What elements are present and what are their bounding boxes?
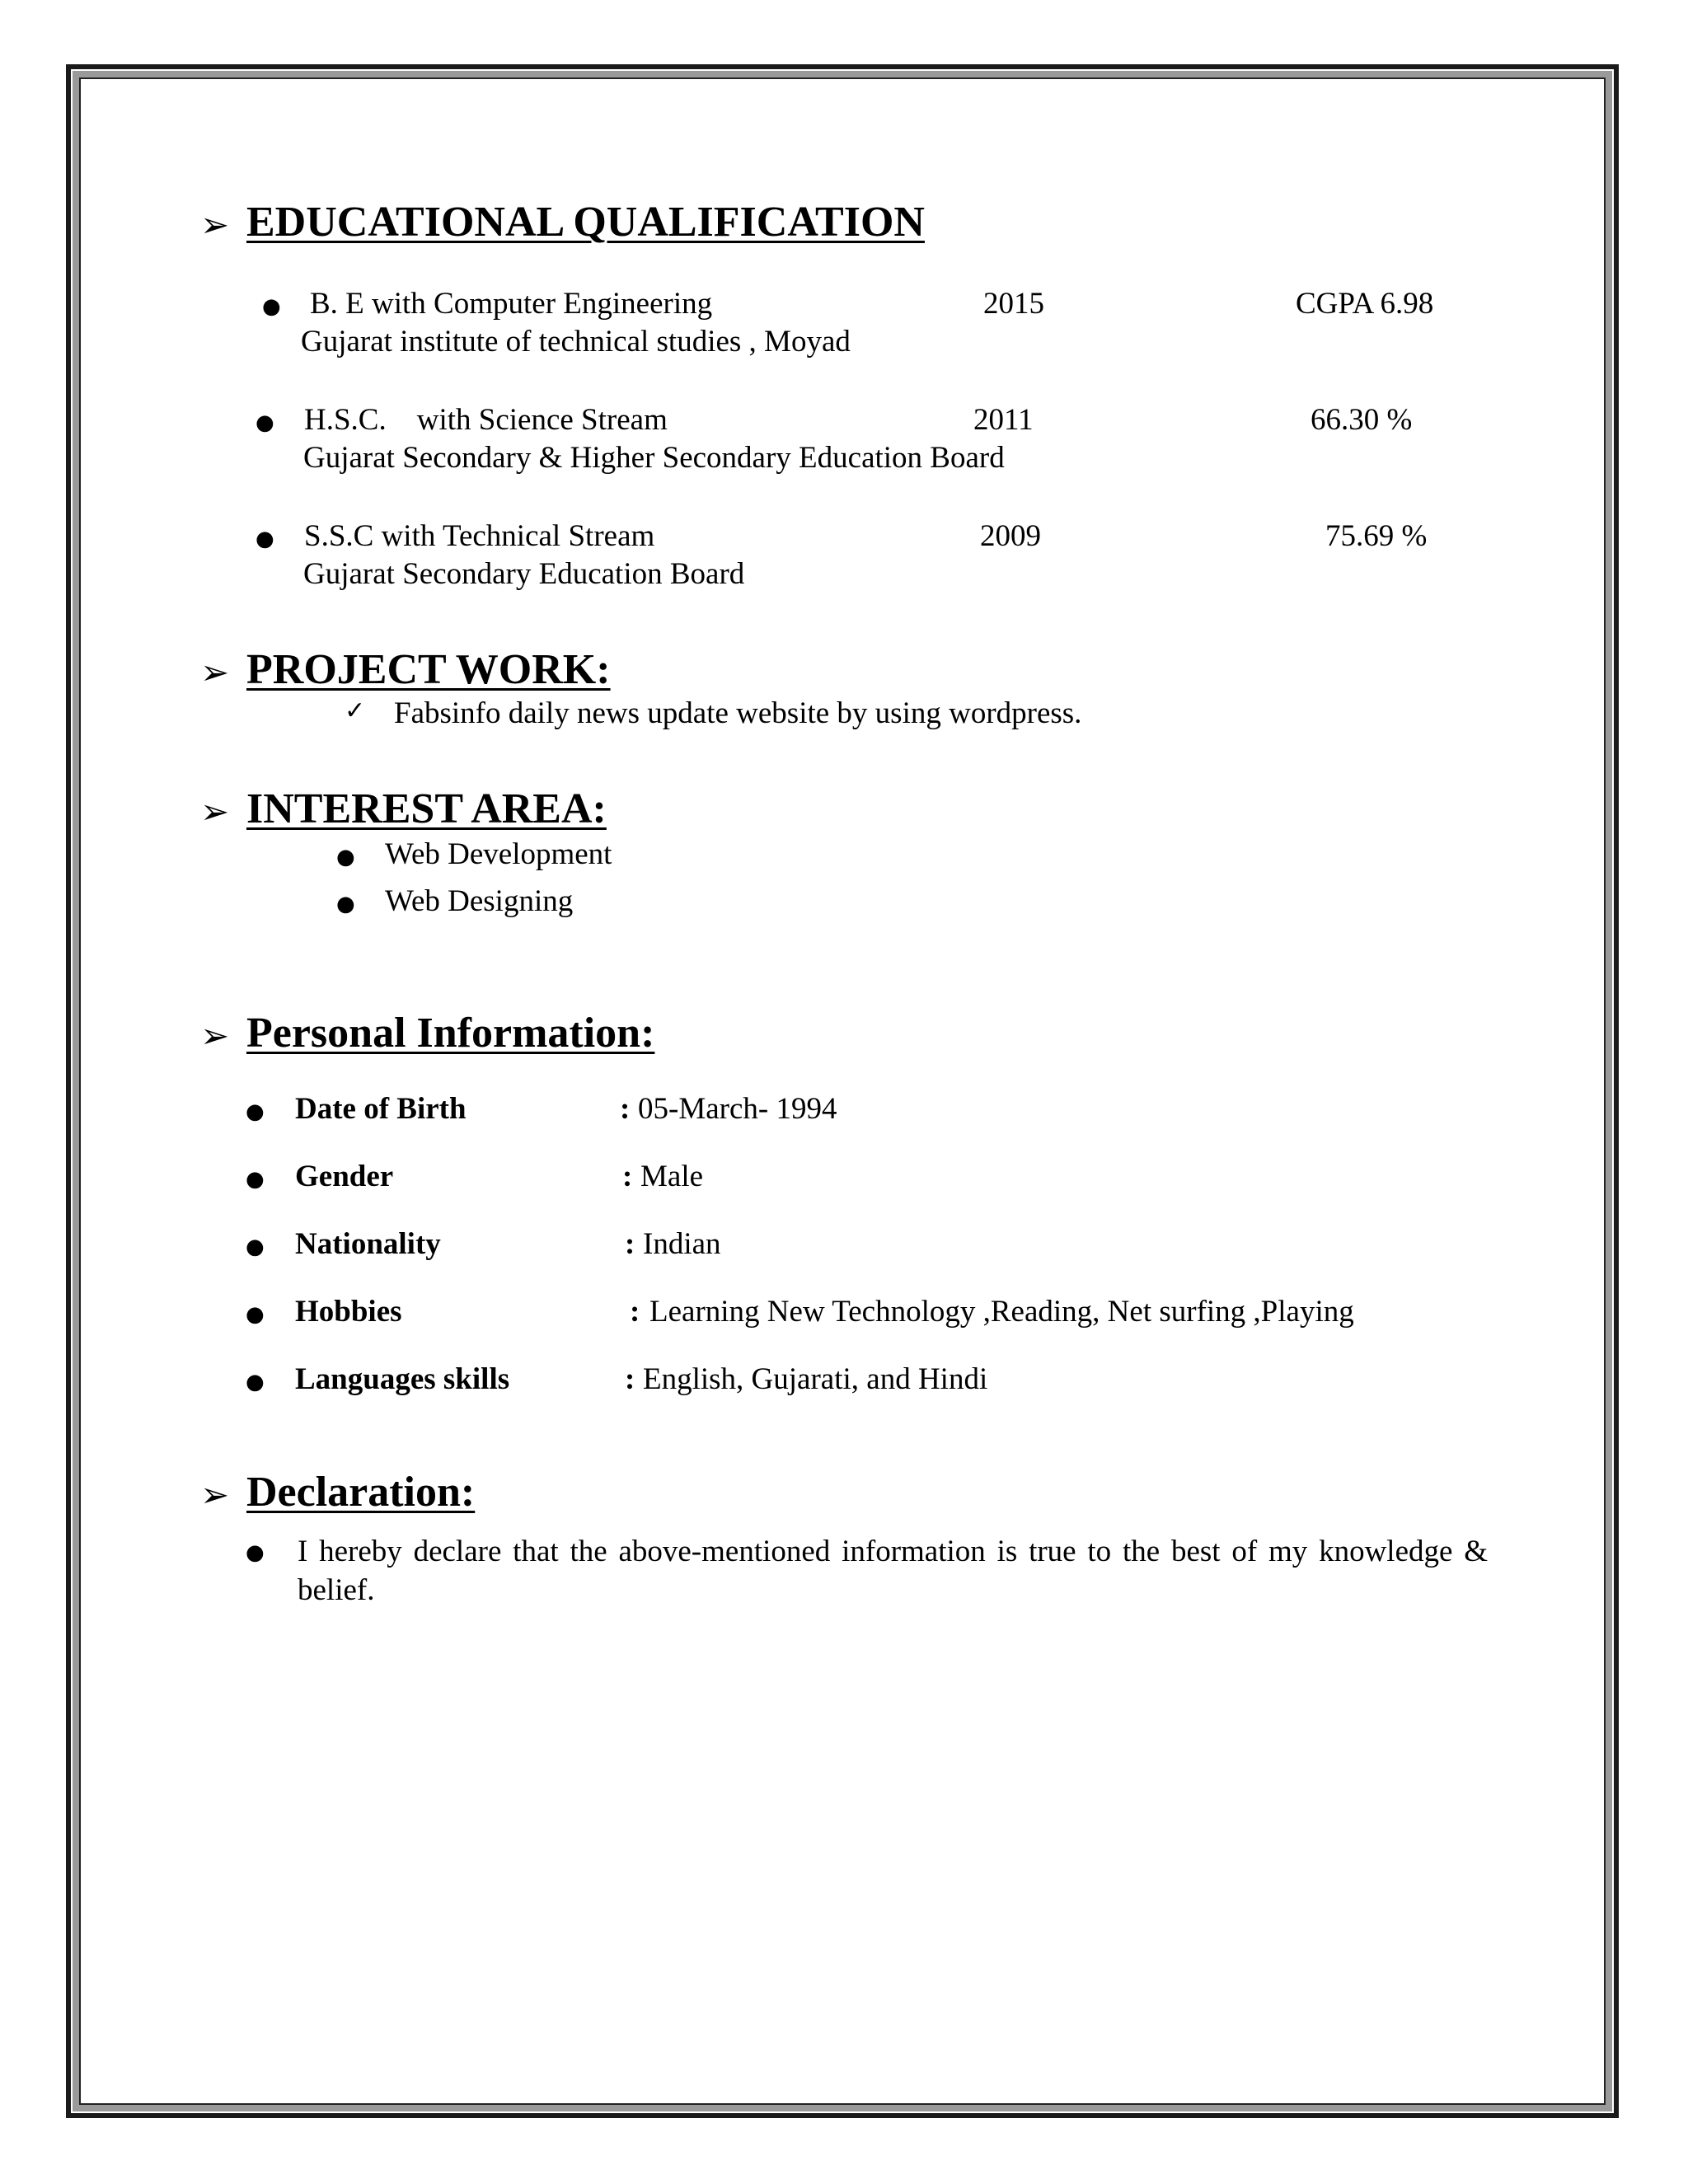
section-heading-declaration: Declaration: bbox=[246, 1469, 476, 1516]
arrowhead-bullet-icon: ➢ bbox=[200, 204, 230, 245]
education-score: 66.30 % bbox=[1311, 403, 1413, 437]
interest-item: Web Designing bbox=[385, 884, 574, 918]
personal-label: Nationality bbox=[295, 1227, 441, 1261]
education-year: 2015 bbox=[983, 287, 1044, 321]
bullet-dot-icon: ● bbox=[246, 1302, 265, 1327]
education-institution: Gujarat Secondary Education Board bbox=[303, 557, 745, 591]
personal-value: Learning New Technology ,Reading, Net surfing ,Playing bbox=[649, 1295, 1354, 1329]
bullet-dot-icon: ● bbox=[336, 892, 355, 916]
education-score: CGPA 6.98 bbox=[1296, 287, 1434, 321]
personal-label: Gender bbox=[295, 1160, 394, 1193]
education-degree: B. E with Computer Engineering bbox=[310, 287, 713, 321]
education-score: 75.69 % bbox=[1325, 519, 1428, 553]
personal-label: Date of Birth bbox=[295, 1092, 467, 1126]
bullet-dot-icon: ● bbox=[336, 845, 355, 869]
section-heading-project: PROJECT WORK: bbox=[246, 646, 611, 693]
check-icon: ✓ bbox=[345, 696, 366, 725]
education-institution: Gujarat institute of technical studies , Moyad bbox=[301, 325, 851, 359]
interest-item: Web Development bbox=[385, 837, 612, 871]
bullet-dot-icon: ● bbox=[246, 1370, 265, 1394]
field-separator: : bbox=[630, 1295, 640, 1329]
personal-value: Male bbox=[640, 1160, 704, 1193]
personal-value: 05-March- 1994 bbox=[638, 1092, 837, 1126]
arrowhead-bullet-icon: ➢ bbox=[200, 1474, 230, 1515]
field-separator: : bbox=[622, 1160, 633, 1193]
personal-label: Hobbies bbox=[295, 1295, 402, 1329]
field-separator: : bbox=[620, 1092, 631, 1126]
personal-value: English, Gujarati, and Hindi bbox=[643, 1362, 988, 1396]
education-year: 2011 bbox=[973, 403, 1034, 437]
education-year: 2009 bbox=[980, 519, 1041, 553]
education-degree: H.S.C. with Science Stream bbox=[304, 403, 668, 437]
arrowhead-bullet-icon: ➢ bbox=[200, 652, 230, 692]
bullet-dot-icon: ● bbox=[246, 1099, 265, 1124]
section-heading-personal: Personal Information: bbox=[246, 1010, 655, 1057]
personal-label: Languages skills bbox=[295, 1362, 510, 1396]
section-heading-education: EDUCATIONAL QUALIFICATION bbox=[246, 199, 925, 246]
education-institution: Gujarat Secondary & Higher Secondary Education Board bbox=[303, 441, 1005, 475]
field-separator: : bbox=[625, 1227, 635, 1261]
bullet-dot-icon: ● bbox=[256, 527, 274, 551]
personal-value: Indian bbox=[643, 1227, 721, 1261]
education-degree: S.S.C with Technical Stream bbox=[304, 519, 655, 553]
bullet-dot-icon: ● bbox=[262, 294, 281, 319]
bullet-dot-icon: ● bbox=[246, 1235, 265, 1259]
declaration-text: I hereby declare that the above-mentioned information is true to the best of my knowledge & belief. bbox=[298, 1535, 1488, 1607]
field-separator: : bbox=[625, 1362, 635, 1396]
arrowhead-bullet-icon: ➢ bbox=[200, 1015, 230, 1056]
project-item: Fabsinfo daily news update website by using wordpress. bbox=[394, 696, 1082, 730]
section-heading-interest: INTEREST AREA: bbox=[246, 785, 607, 832]
arrowhead-bullet-icon: ➢ bbox=[200, 791, 230, 832]
bullet-dot-icon: ● bbox=[246, 1167, 265, 1192]
bullet-dot-icon: ● bbox=[246, 1540, 265, 1565]
bullet-dot-icon: ● bbox=[256, 410, 274, 435]
